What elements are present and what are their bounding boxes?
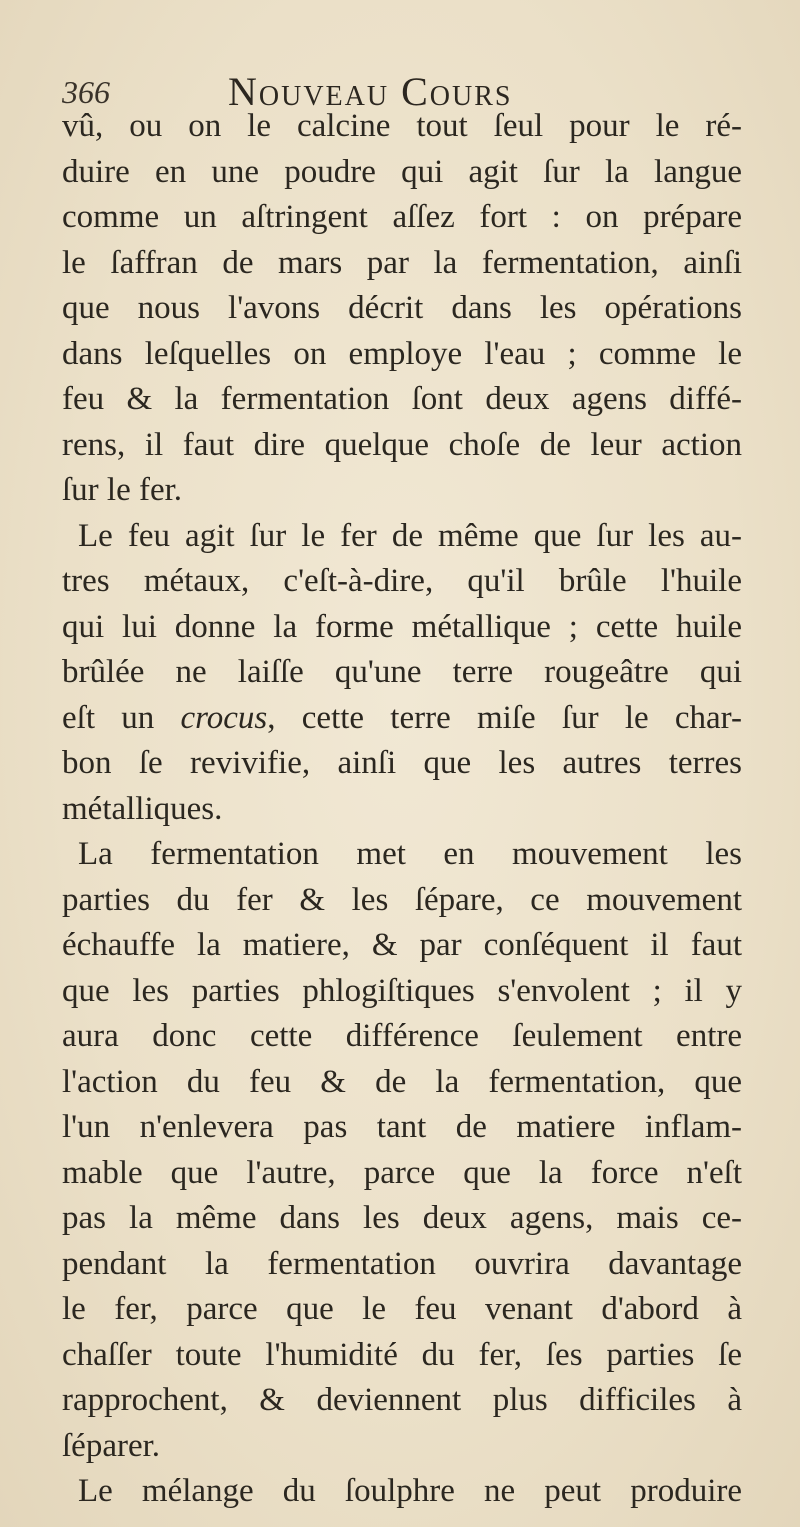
text-line: vû, ou on le calcine tout ſeul pour le ré-	[62, 108, 742, 144]
text-line: l'un n'enlevera pas tant de matiere inflam-	[62, 1109, 742, 1145]
paragraph-start-line: Le mélange du ſoulphre ne peut produire	[78, 1473, 742, 1509]
text-fragment: eſt un	[62, 699, 181, 736]
text-line: l'action du feu & de la fermentation, que	[62, 1063, 742, 1100]
paragraph-start-line: La fermentation met en mouvement les	[78, 836, 742, 872]
text-line: brûlée ne laiſſe qu'une terre rougeâtre qui	[62, 654, 742, 690]
text-line: pendant la fermentation ouvrira davantage	[62, 1245, 742, 1282]
text-line: ſéparer.	[62, 1427, 161, 1464]
text-line: tres métaux, c'eſt-à-dire, qu'il brûle l'huile	[62, 563, 742, 599]
text-line: métalliques.	[62, 790, 223, 827]
text-line: aura donc cette différence ſeulement entre	[62, 1018, 742, 1054]
text-line: mable que l'autre, parce que la force n'eſt	[62, 1154, 742, 1191]
body-text	[62, 104, 742, 1515]
text-line: feu & la fermentation ſont deux agens diffé-	[62, 381, 742, 417]
text-line: le ſaffran de mars par la fermentation, ainſi	[62, 244, 742, 281]
text-line-with-italic	[62, 696, 742, 742]
text-line: que les parties phlogiſtiques s'envolent ; il y	[62, 972, 742, 1009]
text-line: comme un aſtringent aſſez fort : on prépare	[62, 199, 742, 235]
page-number: 366	[62, 74, 110, 110]
text-line: rens, il faut dire quelque choſe de leur action	[62, 426, 742, 463]
text-fragment: , cette terre miſe ſur le char-	[267, 699, 742, 736]
text-line: qui lui donne la forme métallique ; cette huile	[62, 608, 742, 645]
text-line: pas la même dans les deux agens, mais ce-	[62, 1200, 742, 1236]
text-line: duire en une poudre qui agit ſur la langue	[62, 153, 742, 190]
running-title: Nouveau Cours	[228, 69, 513, 114]
italic-term: crocus	[180, 699, 268, 736]
text-line: le fer, parce que le feu venant d'abord à	[62, 1291, 742, 1327]
paragraph-start-line: Le feu agit ſur le fer de même que ſur les au-	[78, 517, 742, 554]
text-line: dans leſquelles on employe l'eau ; comme le	[62, 335, 742, 372]
text-line: parties du fer & les ſépare, ce mouvement	[62, 881, 742, 918]
text-line: bon ſe revivifie, ainſi que les autres terres	[62, 745, 742, 781]
text-line: rapprochent, & deviennent plus difficiles à	[62, 1382, 742, 1418]
text-line: chaſſer toute l'humidité du fer, ſes parties ſe	[62, 1336, 742, 1373]
text-line: échauffe la matiere, & par conſéquent il faut	[62, 927, 742, 963]
text-line: que nous l'avons décrit dans les opérations	[62, 290, 742, 326]
text-line: ſur le fer.	[62, 472, 183, 508]
